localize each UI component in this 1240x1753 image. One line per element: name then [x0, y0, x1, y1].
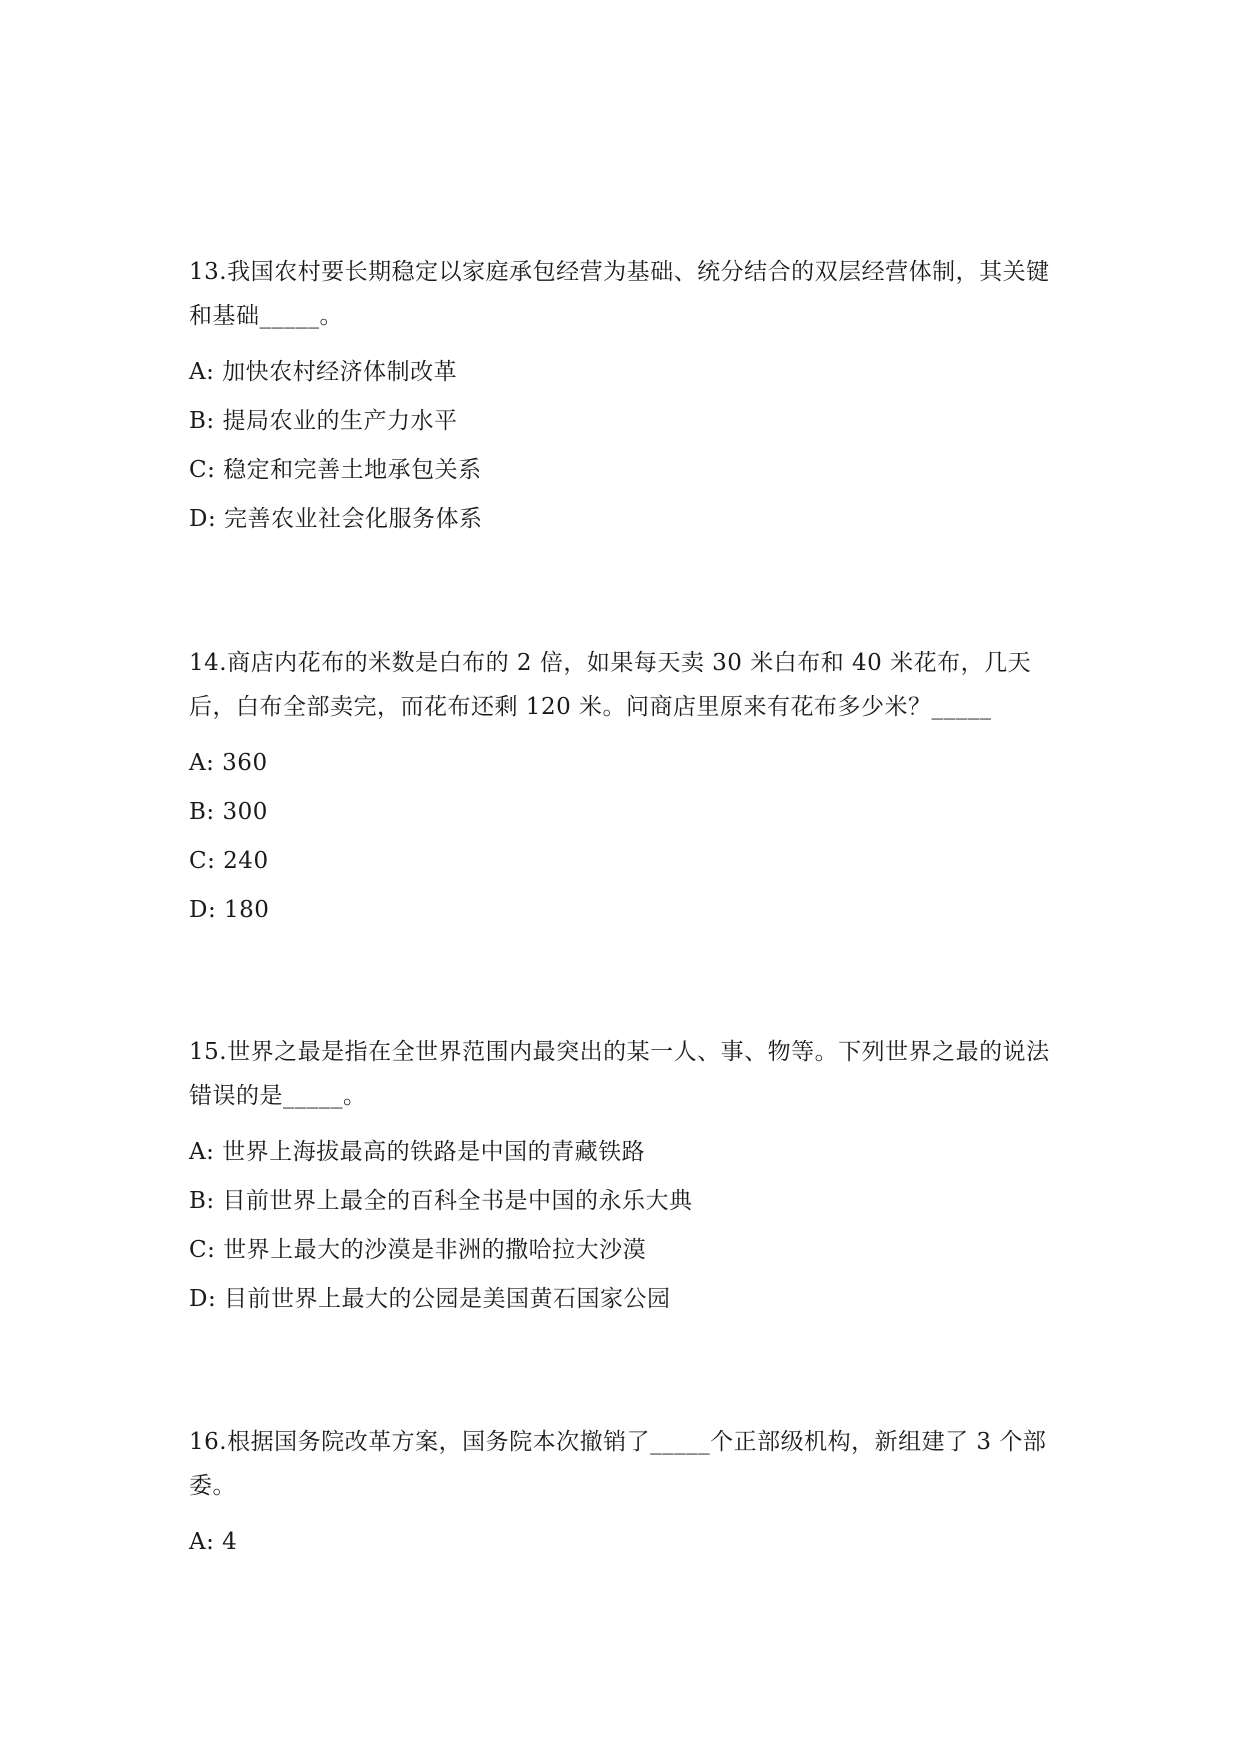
option-label: D: — [189, 506, 217, 532]
option-label: D: — [189, 1286, 217, 1312]
question-stem — [189, 1030, 1061, 1118]
option-label: A: — [189, 359, 215, 385]
option-label: B: — [189, 408, 215, 434]
option-a — [189, 1527, 1061, 1557]
option-label: C: — [189, 1237, 216, 1263]
option-label: A: — [189, 1529, 215, 1555]
option-text: 世界上海拔最高的铁路是中国的青藏铁路 — [222, 1139, 646, 1165]
option-d — [189, 504, 1061, 534]
question-14 — [189, 641, 1061, 925]
option-label: D: — [189, 897, 217, 923]
option-d — [189, 1284, 1061, 1314]
option-label: B: — [189, 799, 215, 825]
question-stem — [189, 250, 1061, 338]
option-b — [189, 406, 1061, 436]
option-text: 360 — [222, 750, 268, 776]
question-text: 根据国务院改革方案，国务院本次撤销了_____个正部级机构，新组建了 3 个部委。 — [189, 1429, 1047, 1499]
option-a — [189, 357, 1061, 387]
option-c — [189, 846, 1061, 876]
option-text: 180 — [224, 897, 270, 923]
option-text: 4 — [222, 1529, 238, 1555]
option-a — [189, 748, 1061, 778]
option-text: 目前世界上最全的百科全书是中国的永乐大典 — [222, 1188, 693, 1214]
option-text: 240 — [223, 848, 269, 874]
question-number: 13. — [189, 259, 228, 285]
option-label: B: — [189, 1188, 215, 1214]
option-label: C: — [189, 457, 216, 483]
option-b — [189, 797, 1061, 827]
question-15 — [189, 1030, 1061, 1314]
option-label: A: — [189, 1139, 215, 1165]
option-d — [189, 895, 1061, 925]
question-stem — [189, 641, 1061, 729]
option-text: 300 — [222, 799, 268, 825]
question-13 — [189, 250, 1061, 534]
option-b — [189, 1186, 1061, 1216]
question-number: 16. — [189, 1429, 228, 1455]
question-text: 商店内花布的米数是白布的 2 倍，如果每天卖 30 米白布和 40 米花布，几天后，白布全部卖完，而花布还剩 120 米。问商店里原来有花布多少米？_____ — [189, 650, 1032, 720]
option-text: 提局农业的生产力水平 — [222, 408, 458, 434]
option-c — [189, 455, 1061, 485]
option-text: 加快农村经济体制改革 — [222, 359, 458, 385]
question-16 — [189, 1420, 1061, 1557]
question-number: 14. — [189, 650, 228, 676]
option-label: A: — [189, 750, 215, 776]
option-label: C: — [189, 848, 216, 874]
question-number: 15. — [189, 1039, 228, 1065]
option-text: 完善农业社会化服务体系 — [224, 506, 483, 532]
option-a — [189, 1137, 1061, 1167]
option-text: 稳定和完善土地承包关系 — [223, 457, 482, 483]
question-stem — [189, 1420, 1061, 1508]
question-text: 世界之最是指在全世界范围内最突出的某一人、事、物等。下列世界之最的说法错误的是_____。 — [189, 1039, 1050, 1109]
question-text: 我国农村要长期稳定以家庭承包经营为基础、统分结合的双层经营体制，其关键和基础_____。 — [189, 259, 1050, 329]
option-text: 目前世界上最大的公园是美国黄石国家公园 — [224, 1286, 671, 1312]
option-text: 世界上最大的沙漠是非洲的撒哈拉大沙漠 — [223, 1237, 647, 1263]
option-c — [189, 1235, 1061, 1265]
